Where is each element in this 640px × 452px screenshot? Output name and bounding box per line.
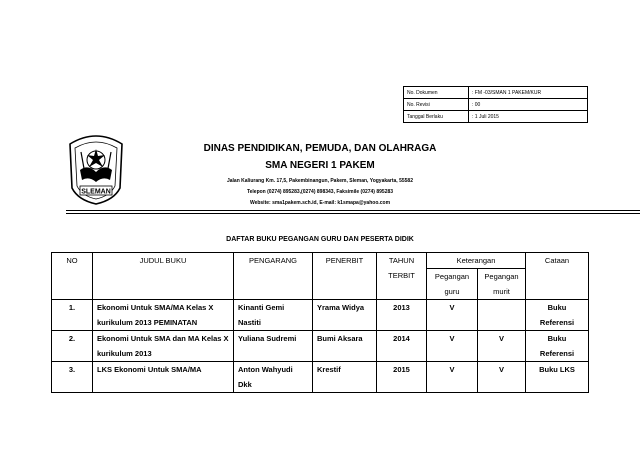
- cell-cataan: Buku Referensi: [526, 331, 589, 362]
- doc-control-row: [404, 111, 588, 123]
- school-address: Jalan Kaliurang Km. 17,5, Pakembinangun, Pakem, Sleman, Yogyakarta, 55582: [226, 178, 413, 184]
- book-list-table: [51, 252, 589, 393]
- cell-pengarang: Kinanti Gemi Nastiti: [234, 300, 313, 331]
- doc-control-value: : 00: [469, 99, 588, 111]
- cell-penerbit: Krestif: [313, 362, 377, 393]
- cell-tahun: 2015: [377, 362, 427, 393]
- document-control-box: [403, 86, 588, 123]
- school-website: Website: sma1pakem.sch.id, E-mail: k1smapa@yahoo.com: [249, 200, 391, 206]
- cell-penerbit: Yrama Widya: [313, 300, 377, 331]
- cell-judul: Ekonomi Untuk SMA dan MA Kelas X kurikulum 2013: [93, 331, 234, 362]
- table-row: [52, 300, 589, 331]
- cell-judul: Ekonomi Untuk SMA/MA Kelas X kurikulum 2013 PEMINATAN: [93, 300, 234, 331]
- doc-control-label: Tanggal Berlaku: [404, 111, 469, 123]
- header-keterangan: Keterangan: [427, 253, 526, 269]
- table-row: [52, 362, 589, 393]
- table-header-row: [52, 253, 589, 269]
- header-pegangan-guru: Pegangan guru: [427, 269, 478, 300]
- cell-no: 3.: [52, 362, 93, 393]
- cell-pengarang: Yuliana Sudremi: [234, 331, 313, 362]
- cell-pegangan-murit: [478, 300, 526, 331]
- doc-control-label: No. Dokumen: [404, 87, 469, 99]
- school-phone: Telepon (0274) 895283,(0274) 898343, Faksimile (0274) 895283: [246, 189, 394, 195]
- cell-pegangan-guru: V: [427, 300, 478, 331]
- header-no: NO: [52, 253, 93, 300]
- sleman-emblem-logo: [66, 130, 126, 206]
- cell-no: 2.: [52, 331, 93, 362]
- letterhead-divider-thin: [66, 213, 640, 214]
- cell-pengarang: Anton Wahyudi Dkk: [234, 362, 313, 393]
- header-cataan: Cataan: [526, 253, 589, 300]
- cell-no: 1.: [52, 300, 93, 331]
- cell-tahun: 2014: [377, 331, 427, 362]
- agency-name: DINAS PENDIDIKAN, PEMUDA, DAN OLAHRAGA: [203, 143, 437, 154]
- cell-pegangan-guru: V: [427, 362, 478, 393]
- header-pengarang: PENGARANG: [234, 253, 313, 300]
- header-tahun-terbit: TAHUN TERBIT: [377, 253, 427, 300]
- cell-pegangan-guru: V: [427, 331, 478, 362]
- doc-control-label: No. Revisi: [404, 99, 469, 111]
- school-name: SMA NEGERI 1 PAKEM: [265, 160, 375, 171]
- cell-pegangan-murit: V: [478, 362, 526, 393]
- header-penerbit: PENERBIT: [313, 253, 377, 300]
- cell-cataan: Buku LKS: [526, 362, 589, 393]
- doc-control-row: [404, 87, 588, 99]
- doc-control-row: [404, 99, 588, 111]
- cell-cataan: Buku Referensi: [526, 300, 589, 331]
- header-pegangan-murit: Pegangan murit: [478, 269, 526, 300]
- table-row: [52, 331, 589, 362]
- document-title: DAFTAR BUKU PEGANGAN GURU DAN PESERTA DIDIK: [226, 236, 414, 243]
- header-judul-buku: JUDUL BUKU: [93, 253, 234, 300]
- logo-lettering: SLEMAN: [81, 188, 111, 196]
- cell-penerbit: Bumi Aksara: [313, 331, 377, 362]
- cell-pegangan-murit: V: [478, 331, 526, 362]
- doc-control-value: : 1 Juli 2015: [469, 111, 588, 123]
- cell-tahun: 2013: [377, 300, 427, 331]
- doc-control-value: : FM -03/SMAN 1 PAKEM/KUR: [469, 87, 588, 99]
- letterhead-divider: [66, 210, 640, 211]
- cell-judul: LKS Ekonomi Untuk SMA/MA: [93, 362, 234, 393]
